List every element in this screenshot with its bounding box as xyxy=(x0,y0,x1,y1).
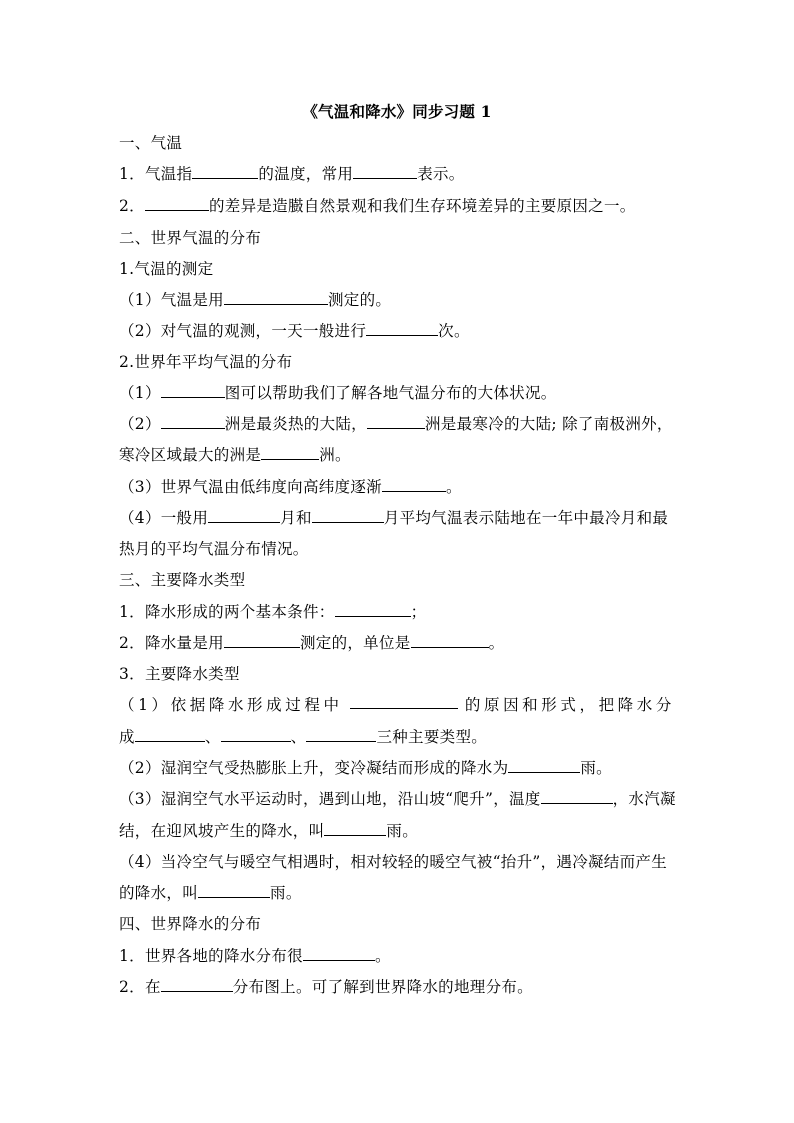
question-text: 洲。 xyxy=(319,446,351,464)
question-text: 表示。 xyxy=(417,165,465,183)
question-text: 月平均气温表示陆地在一年中最冷月和最 xyxy=(383,509,669,527)
question-item xyxy=(119,757,679,779)
question-text: 测定的，单位是 xyxy=(299,634,411,652)
question-text: 洲是最寒冷的大陆; 除了南极洲外， xyxy=(424,415,673,433)
question-item xyxy=(119,507,679,529)
answer-blank[interactable] xyxy=(366,321,438,336)
question-item xyxy=(119,945,679,967)
question-text: ； xyxy=(410,603,427,621)
question-text: （4）一般用 xyxy=(119,509,209,527)
answer-blank[interactable] xyxy=(208,508,280,523)
answer-blank[interactable] xyxy=(541,789,613,804)
question-text: 的温度，常用 xyxy=(258,165,354,183)
answer-blank[interactable] xyxy=(411,633,489,648)
question-text: 次。 xyxy=(438,322,470,340)
question-text: 测定的。 xyxy=(327,291,392,309)
section-heading-world-temperature: 二、世界气温的分布 xyxy=(119,229,262,247)
answer-blank[interactable] xyxy=(192,164,258,179)
answer-blank[interactable] xyxy=(198,883,270,898)
answer-blank[interactable] xyxy=(145,196,209,211)
answer-blank[interactable] xyxy=(335,602,411,617)
question-item xyxy=(119,320,679,342)
question-2 xyxy=(119,195,679,217)
question-text: （3）世界气温由低纬度向高纬度逐渐 xyxy=(119,478,382,496)
question-text: （1）依据降水形成过程中 xyxy=(119,696,343,714)
question-text: 2．降水量是用 xyxy=(119,634,224,652)
page-title: 《气温和降水》同步习题 1 xyxy=(302,102,492,121)
question-text: 雨。 xyxy=(270,884,302,902)
question-text: （3）湿润空气水平运动时，遇到山地，沿山坡“爬升”，温度 xyxy=(119,790,541,808)
question-text: 结，在迎风坡产生的降水，叫 xyxy=(119,822,325,840)
section-heading-temperature: 一、气温 xyxy=(119,134,183,152)
question-text: 分布图上。可了解到世界降水的地理分布。 xyxy=(232,978,533,996)
question-item xyxy=(119,601,679,623)
question-text: 洲是最炎热的大陆， xyxy=(224,415,367,433)
subsection-heading: 3．主要降水类型 xyxy=(119,665,240,683)
question-text: 寒冷区域最大的洲是 xyxy=(119,446,262,464)
answer-blank[interactable] xyxy=(367,414,425,429)
question-text: 。 xyxy=(488,634,505,652)
question-text: （2） xyxy=(119,415,161,433)
question-item xyxy=(119,476,679,498)
question-text: 雨。 xyxy=(386,822,419,840)
answer-blank[interactable] xyxy=(261,445,319,460)
section-heading-precipitation-types: 三、主要降水类型 xyxy=(119,571,246,589)
question-item xyxy=(119,694,679,716)
question-text: （1） xyxy=(119,384,161,402)
question-text: 2．在 xyxy=(119,978,161,996)
question-text: 2． xyxy=(119,197,145,215)
question-text: （2）对气温的观测，一天一般进行 xyxy=(119,322,367,340)
question-item: （4）当冷空气与暖空气相遇时，相对较轻的暖空气被“抬升”，遇冷凝结而产生 xyxy=(119,853,668,871)
question-text: （2）湿润空气受热膨胀上升，变冷凝结而形成的降水为 xyxy=(119,759,509,777)
question-text: 雨。 xyxy=(580,759,612,777)
question-text: 的降水，叫 xyxy=(119,884,199,902)
question-text: 。 xyxy=(374,947,391,965)
answer-blank[interactable] xyxy=(161,414,225,429)
question-text: 图可以帮助我们了解各地气温分布的大体状况。 xyxy=(224,384,557,402)
question-text: 、 xyxy=(290,728,307,746)
question-1 xyxy=(119,163,679,185)
question-text: 、 xyxy=(204,728,221,746)
section-heading-world-precipitation: 四、世界降水的分布 xyxy=(119,915,262,933)
question-text: 月和 xyxy=(280,509,312,527)
question-item-continued xyxy=(119,820,679,842)
answer-blank[interactable] xyxy=(161,383,225,398)
question-text: ，水汽凝 xyxy=(612,790,676,808)
question-text: 的原因和形式，把降水分 xyxy=(464,696,675,714)
question-text: 。 xyxy=(445,478,462,496)
question-item xyxy=(119,632,679,654)
answer-blank[interactable] xyxy=(224,290,328,305)
answer-blank[interactable] xyxy=(353,164,417,179)
question-text: 的差异是造臌自然景观和我们生存环境差异的主要原因之一。 xyxy=(208,197,636,215)
question-text: 1．气温指 xyxy=(119,165,193,183)
answer-blank[interactable] xyxy=(312,508,384,523)
question-text: （1）气温是用 xyxy=(119,291,224,309)
answer-blank[interactable] xyxy=(306,727,376,742)
question-item xyxy=(119,289,679,311)
answer-blank[interactable] xyxy=(221,727,291,742)
answer-blank[interactable] xyxy=(161,977,233,992)
answer-blank[interactable] xyxy=(508,758,580,773)
question-text: 三种主要类型。 xyxy=(376,728,488,746)
question-item xyxy=(119,976,679,998)
question-text: 1．降水形成的两个基本条件： xyxy=(119,603,335,621)
answer-blank[interactable] xyxy=(224,633,300,648)
question-item-continued xyxy=(119,444,679,466)
answer-blank[interactable] xyxy=(135,727,205,742)
question-item xyxy=(119,413,679,435)
answer-blank[interactable] xyxy=(303,946,375,961)
question-item xyxy=(119,382,679,404)
question-item-continued xyxy=(119,726,679,748)
subsection-heading: 1.气温的测定 xyxy=(119,260,214,278)
question-text: 1．世界各地的降水分布很 xyxy=(119,947,303,965)
answer-blank[interactable] xyxy=(324,821,386,836)
question-item xyxy=(119,788,679,810)
answer-blank[interactable] xyxy=(350,694,458,709)
answer-blank[interactable] xyxy=(382,477,446,492)
question-item-continued: 热月的平均气温分布情况。 xyxy=(119,540,309,558)
question-text: 成 xyxy=(119,728,135,746)
question-item-continued xyxy=(119,882,679,904)
subsection-heading: 2.世界年平均气温的分布 xyxy=(119,353,293,371)
